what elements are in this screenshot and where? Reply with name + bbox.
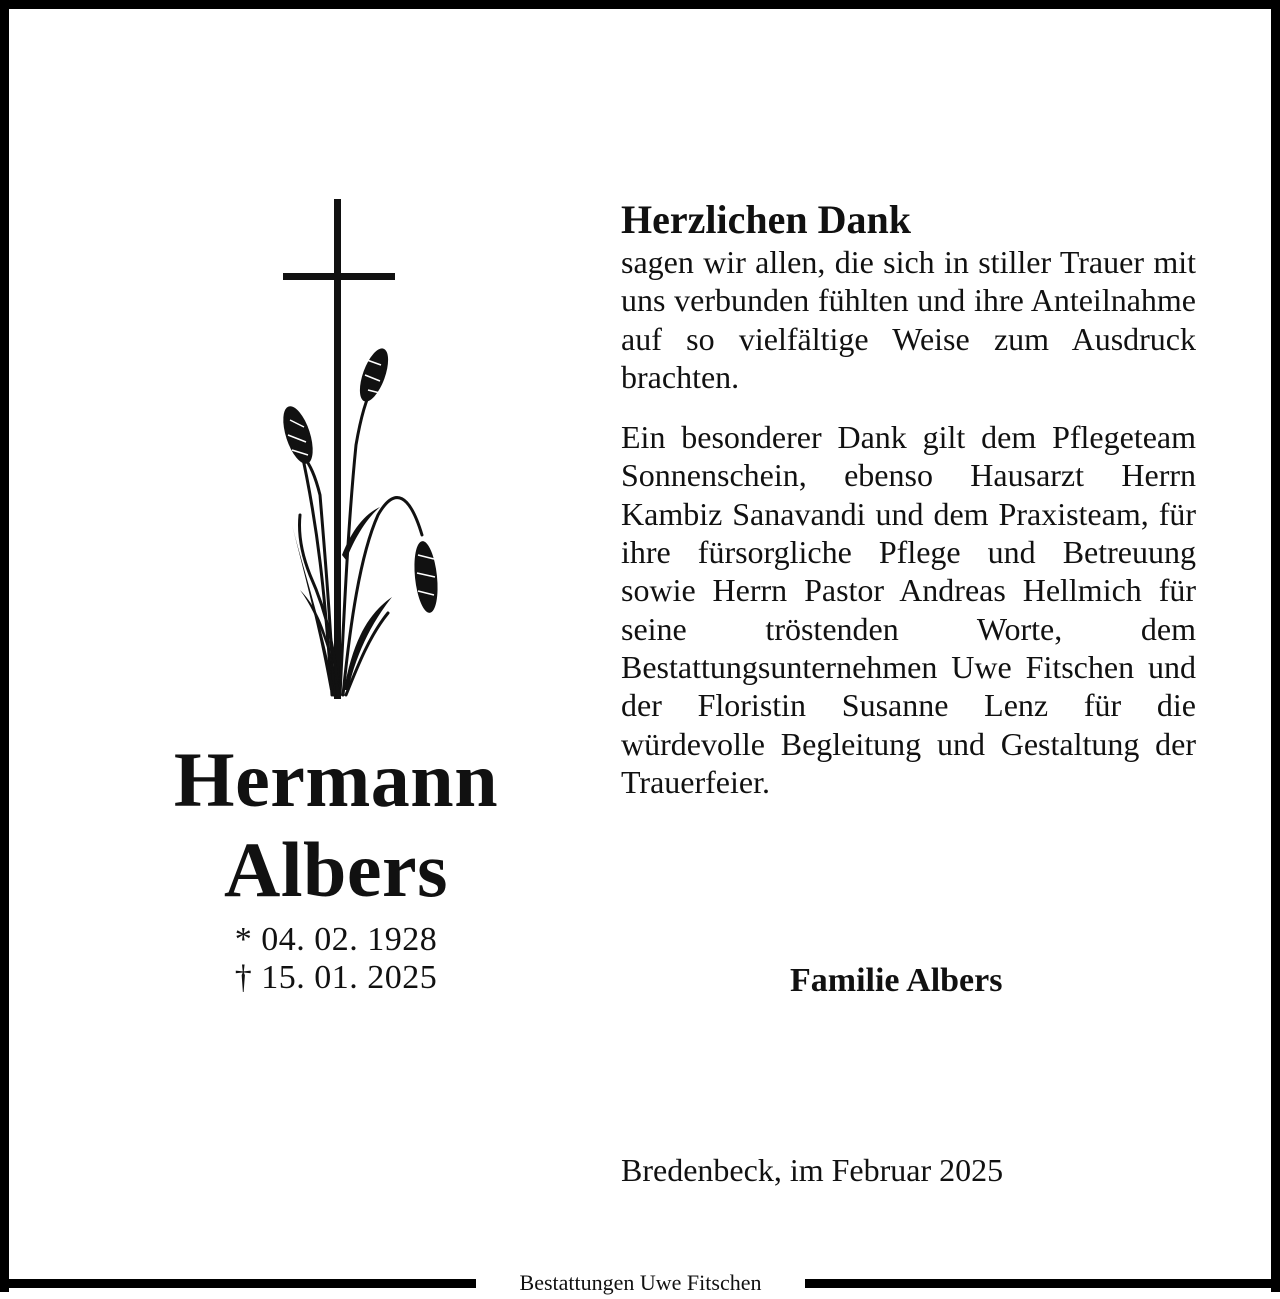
thank-you-heading: Herzlichen Dank [621,197,911,242]
thank-you-paragraph-1: sagen wir allen, die sich in stiller Trauer mit uns verbunden fühlten und ihre Anteilnahme auf so vielfältige Weise zum Ausdruck brachten. [621,244,1196,395]
border-top [0,0,1280,9]
death-date: † 15. 01. 2025 [234,959,438,996]
border-bottom-left [0,1279,476,1288]
birth-date: * 04. 02. 1928 [234,921,438,958]
family-signature: Familie Albers [790,962,1003,999]
border-right [1271,0,1280,1292]
cross-with-wheat-icon [270,195,450,710]
deceased-block [100,735,572,997]
deceased-first-name: Hermann [173,736,499,823]
thank-you-paragraph-2: Ein besonderer Dank gilt dem Pflegeteam Sonnenschein, ebenso Hausarzt Herrn Kambiz Sanavandi und dem Praxisteam, für ihre fürsorgliche Pflege und Betreuung sowie Herrn Pastor Andreas Hellmich für seine tröstenden Worte, dem Bestattungsunternehmen Uwe Fitschen und der Floristin Susanne Lenz für die würdevolle Begleitung und Gestaltung der Trauerfeier. [621,419,1196,800]
deceased-last-name: Albers [224,826,448,913]
border-bottom-right [805,1279,1280,1288]
place-and-date: Bredenbeck, im Februar 2025 [621,1152,1004,1188]
border-left [0,0,9,1292]
thank-you-text [621,196,1196,801]
funeral-home-credit: Bestattungen Uwe Fitschen [519,1270,762,1295]
